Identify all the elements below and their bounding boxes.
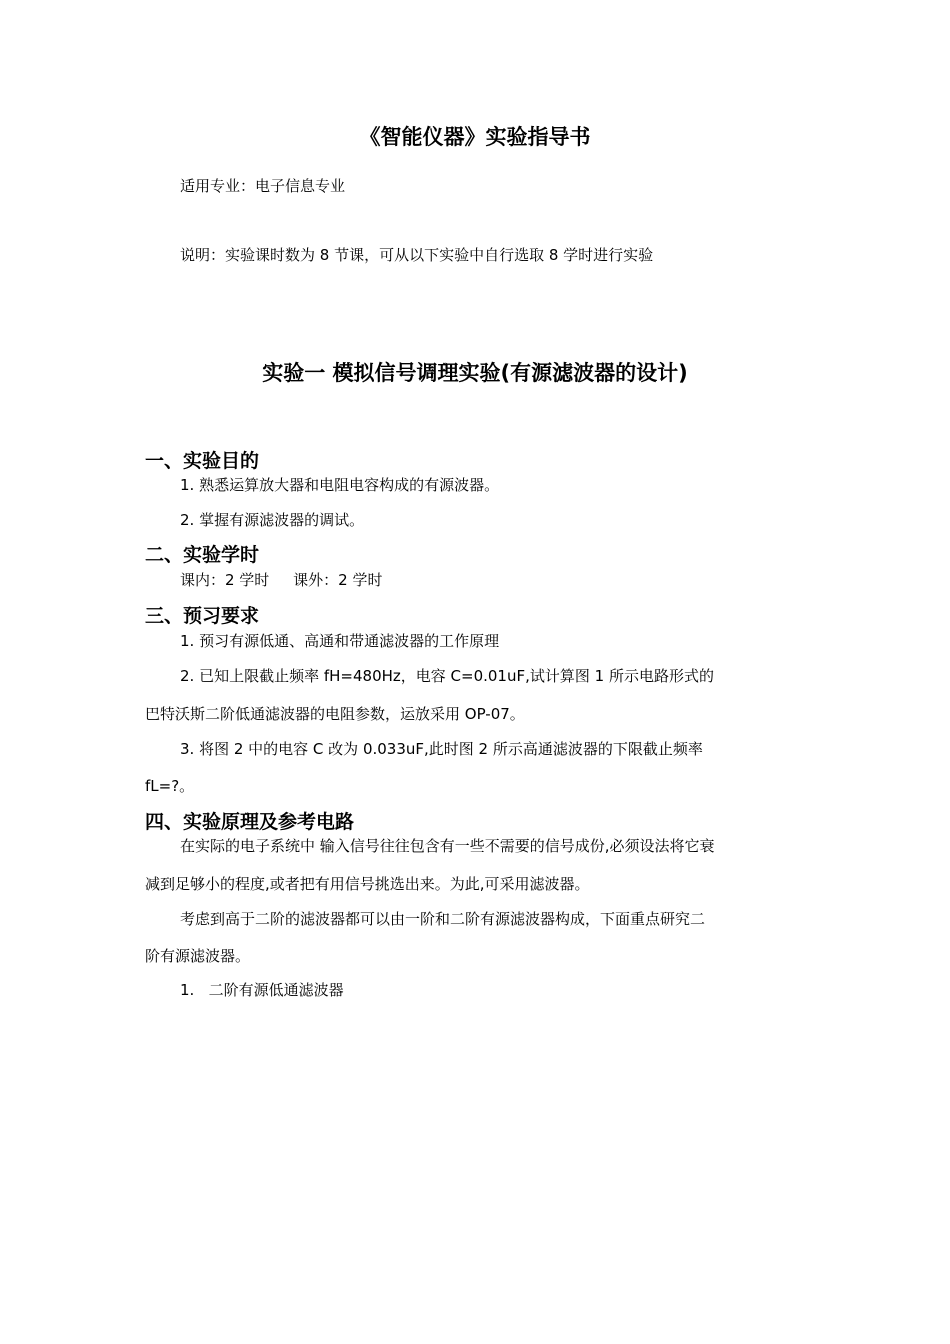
preview-item-3-cont: fL=?。 — [145, 777, 195, 795]
principle-paragraph-1-cont: 减到足够小的程度,或者把有用信号挑选出来。为此,可采用滤波器。 — [145, 875, 590, 893]
principle-paragraph-2: 考虑到高于二阶的滤波器都可以由一阶和二阶有源滤波器构成，下面重点研究二 — [180, 910, 706, 928]
preview-item-2: 2. 已知上限截止频率 fH=480Hz，电容 C=0.01uF,试计算图 1 所示电路形式的 — [180, 667, 714, 685]
section-heading-preview: 三、预习要求 — [145, 605, 260, 627]
section-heading-purpose: 一、实验目的 — [145, 450, 260, 472]
preview-item-1: 1. 预习有源低通、高通和带通滤波器的工作原理 — [180, 632, 500, 650]
subitem-lowpass-filter: 1. 二阶有源低通滤波器 — [180, 981, 344, 999]
document-title: 《智能仪器》实验指导书 — [359, 125, 591, 149]
preview-item-2-cont: 巴特沃斯二阶低通滤波器的电阻参数，运放采用 OP-07。 — [145, 705, 525, 723]
experiment-title: 实验一 模拟信号调理实验(有源滤波器的设计) — [262, 361, 688, 385]
principle-paragraph-2-cont: 阶有源滤波器。 — [145, 947, 251, 965]
course-note: 说明：实验课时数为 8 节课，可从以下实验中自行选取 8 学时进行实验 — [180, 246, 654, 264]
hours-text: 课内：2 学时 课外：2 学时 — [180, 571, 383, 589]
principle-paragraph-1: 在实际的电子系统中 输入信号往往包含有一些不需要的信号成份,必须设法将它衰 — [180, 837, 715, 855]
applicable-major: 适用专业：电子信息专业 — [180, 177, 346, 195]
purpose-item-1: 1. 熟悉运算放大器和电阻电容构成的有源波器。 — [180, 476, 500, 494]
section-heading-hours: 二、实验学时 — [145, 544, 260, 566]
section-heading-principle: 四、实验原理及参考电路 — [145, 811, 355, 833]
preview-item-3: 3. 将图 2 中的电容 C 改为 0.033uF,此时图 2 所示高通滤波器的下限截止频率 — [180, 740, 703, 758]
purpose-item-2: 2. 掌握有源滤波器的调试。 — [180, 511, 365, 529]
